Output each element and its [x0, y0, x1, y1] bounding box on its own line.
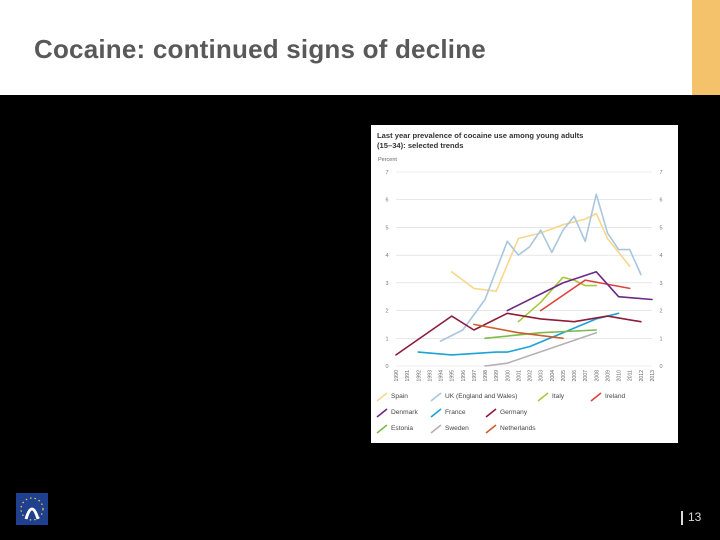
legend-swatch — [431, 393, 441, 401]
x-tick-label: 2005 — [560, 370, 567, 382]
x-tick-label: 1990 — [394, 370, 400, 382]
legend-label: Denmark — [391, 409, 418, 416]
legend-swatch — [591, 393, 601, 401]
legend-label: Italy — [552, 393, 565, 400]
emcdda-logo-icon — [16, 493, 48, 525]
x-tick-label: 1997 — [471, 370, 478, 382]
legend-swatch — [377, 425, 387, 433]
slide-header — [0, 0, 720, 95]
y-tick-label-left: 0 — [385, 364, 389, 370]
y-tick-label-right: 0 — [659, 364, 663, 370]
y-tick-label-right: 5 — [659, 225, 663, 232]
page-number-divider — [681, 511, 683, 525]
legend-label: France — [445, 409, 466, 416]
legend-swatch — [486, 425, 496, 433]
x-tick-label: 2012 — [638, 370, 645, 382]
series-line-sweden — [485, 333, 596, 366]
y-tick-label-left: 5 — [385, 225, 389, 232]
y-tick-label-right: 4 — [659, 253, 663, 260]
x-tick-label: 1994 — [438, 370, 445, 382]
x-tick-label: 1998 — [483, 370, 490, 382]
y-tick-label-right: 1 — [659, 336, 663, 343]
y-tick-label-right: 2 — [659, 308, 663, 315]
legend-swatch — [377, 393, 387, 401]
legend-swatch — [486, 409, 496, 417]
x-tick-label: 1992 — [416, 370, 423, 382]
x-tick-label: 2007 — [583, 370, 590, 382]
y-axis-label: Percent — [378, 157, 397, 163]
y-tick-label-left: 4 — [385, 253, 389, 260]
y-tick-label-right: 3 — [659, 280, 663, 287]
y-tick-label-left: 2 — [385, 308, 389, 315]
chart-title-line-2: (15–34): selected trends — [377, 141, 464, 150]
accent-bar — [692, 0, 720, 95]
y-tick-label-left: 6 — [385, 197, 389, 204]
page-number: 13 — [688, 510, 702, 524]
legend-label: Germany — [500, 409, 528, 416]
x-tick-label: 2006 — [572, 370, 579, 382]
x-tick-label: 2001 — [516, 370, 523, 382]
legend-label: Estonia — [391, 425, 413, 432]
x-tick-label: 1996 — [460, 370, 467, 382]
x-tick-label: 1993 — [427, 370, 434, 382]
chart-card — [371, 125, 678, 443]
y-tick-label-right: 6 — [659, 197, 663, 204]
series-line-estonia — [485, 330, 596, 338]
legend-swatch — [431, 425, 441, 433]
y-tick-label-left: 3 — [385, 280, 389, 287]
legend-swatch — [377, 409, 387, 417]
cocaine-prevalence-chart — [371, 125, 678, 443]
x-tick-label: 1999 — [494, 370, 501, 382]
x-tick-label: 2003 — [538, 370, 545, 382]
legend-label: UK (England and Wales) — [445, 393, 518, 400]
x-tick-label: 2013 — [650, 370, 656, 382]
legend-swatch — [538, 393, 548, 401]
x-tick-label: 1991 — [405, 370, 412, 382]
y-tick-label-left: 1 — [385, 336, 389, 343]
y-tick-label-left: 7 — [385, 170, 389, 176]
series-line-netherlands — [474, 324, 563, 338]
chart-title-line-1: Last year prevalence of cocaine use among young adults — [377, 131, 584, 140]
legend-label: Spain — [391, 393, 408, 400]
slide-title: Cocaine: continued signs of decline — [34, 34, 486, 64]
x-tick-label: 2000 — [505, 370, 512, 382]
series-line-denmark — [507, 272, 652, 311]
x-tick-label: 2008 — [594, 370, 601, 382]
x-tick-label: 2009 — [605, 370, 612, 382]
y-tick-label-right: 7 — [659, 170, 663, 176]
x-tick-label: 2002 — [527, 370, 534, 382]
x-tick-label: 2010 — [616, 370, 623, 382]
legend-swatch — [431, 409, 441, 417]
legend-label: Ireland — [605, 393, 626, 400]
x-tick-label: 1995 — [449, 370, 456, 382]
legend-label: Netherlands — [500, 425, 536, 432]
x-tick-label: 2004 — [549, 370, 556, 382]
legend-label: Sweden — [445, 425, 469, 432]
x-tick-label: 2011 — [627, 370, 634, 382]
